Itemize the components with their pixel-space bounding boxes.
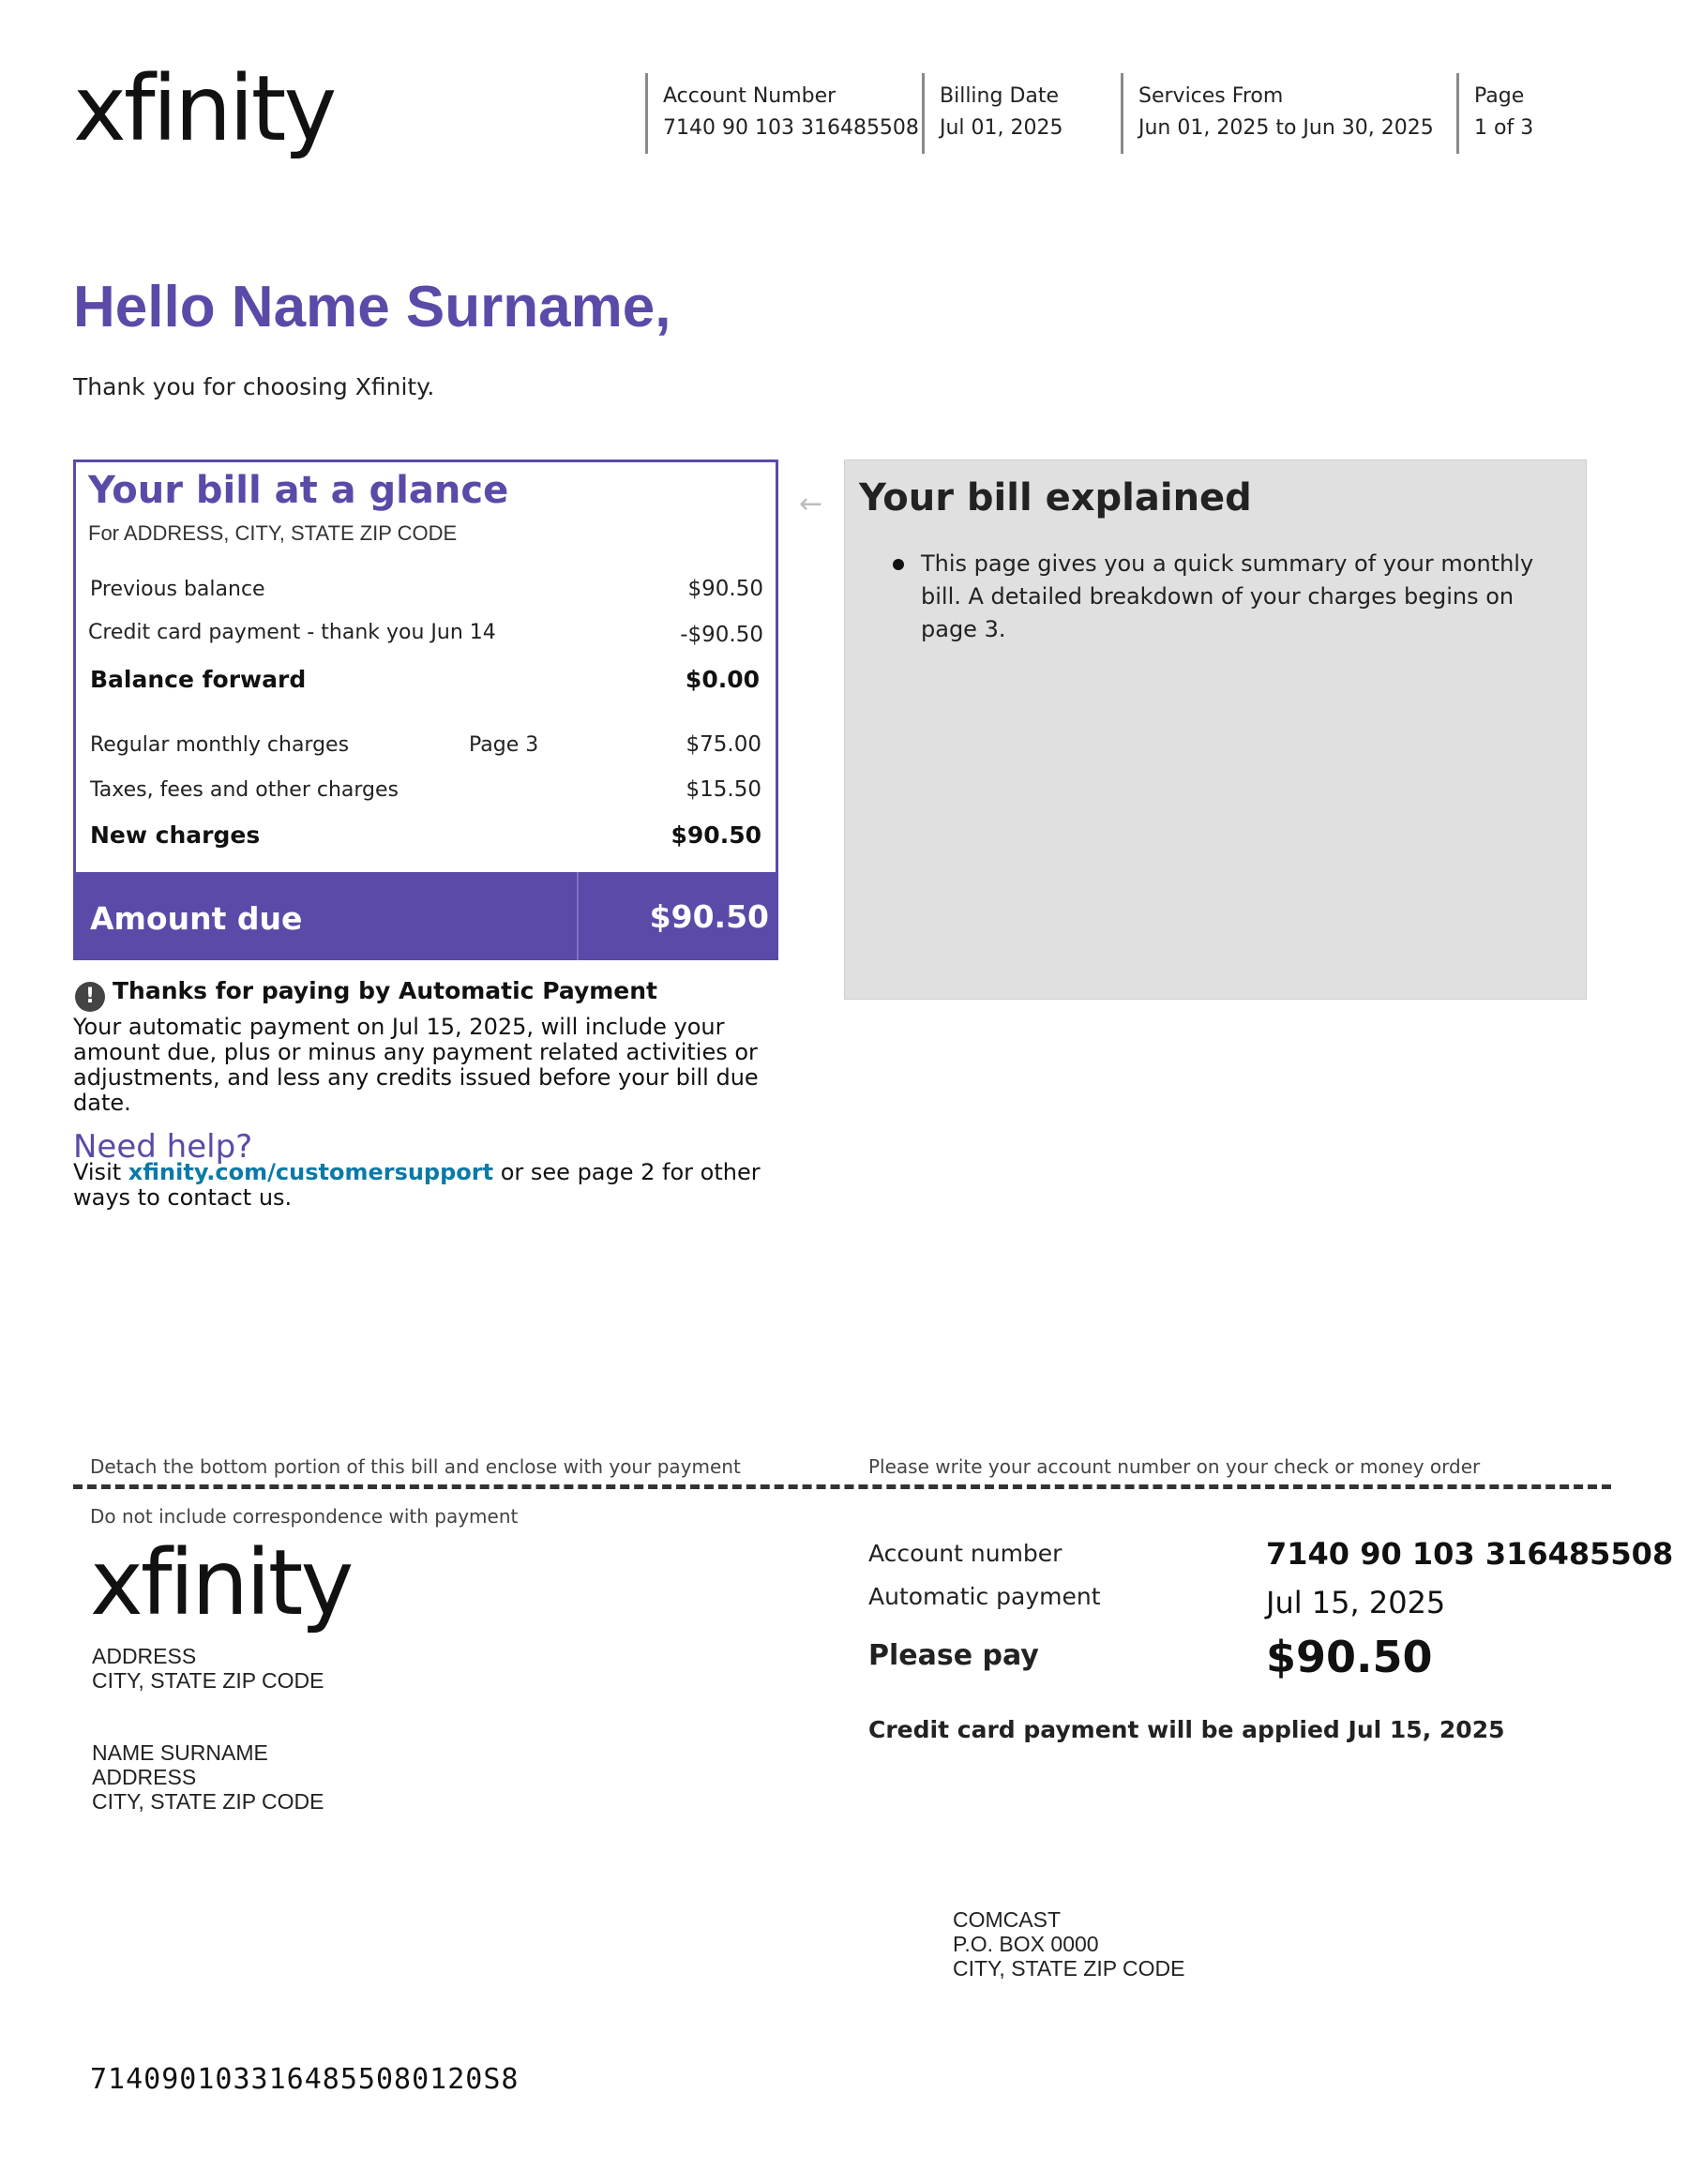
amount-due-value: $90.50 bbox=[649, 898, 769, 935]
write-account-note: Please write your account number on your check or money order bbox=[868, 1455, 1481, 1478]
customer-address bbox=[92, 1740, 324, 1814]
services-from-block bbox=[1121, 73, 1434, 154]
automatic-payment-label: Automatic payment bbox=[868, 1583, 1101, 1610]
sender-address bbox=[92, 1644, 324, 1693]
alert-icon: ! bbox=[75, 982, 105, 1012]
please-pay-label: Please pay bbox=[868, 1639, 1039, 1672]
need-help-title: Need help? bbox=[73, 1128, 253, 1166]
account-number-label: Account Number bbox=[663, 84, 836, 108]
amount-due-divider bbox=[577, 872, 579, 960]
page-block bbox=[1456, 73, 1533, 154]
balance-forward-label: Balance forward bbox=[90, 666, 307, 693]
bullet-icon bbox=[893, 559, 904, 570]
taxes-fees-label: Taxes, fees and other charges bbox=[90, 778, 399, 802]
remit-account-number-value: 7140 90 103 316485508 bbox=[1266, 1536, 1674, 1572]
payee-address-line: P.O. BOX 0000 bbox=[953, 1932, 1099, 1956]
balance-forward-amount: $0.00 bbox=[685, 666, 760, 693]
regular-charges-page-ref: Page 3 bbox=[469, 733, 539, 757]
previous-balance-amount: $90.50 bbox=[687, 577, 763, 601]
amount-due-label: Amount due bbox=[90, 900, 303, 937]
taxes-fees-amount: $15.50 bbox=[686, 777, 761, 802]
arrow-left-icon: ← bbox=[799, 488, 823, 520]
xfinity-logo: xfinity bbox=[73, 56, 335, 161]
credit-card-applied-note: Credit card payment will be applied Jul 15, 2025 bbox=[868, 1716, 1505, 1743]
bill-explained-title: Your bill explained bbox=[859, 476, 1252, 520]
autopay-body: Your automatic payment on Jul 15, 2025, will include your amount due, plus or minus any payment related activities or adjustments, and less any credits issued before your bill due date. bbox=[73, 1014, 759, 1116]
credit-card-payment-amount: -$90.50 bbox=[680, 623, 763, 647]
thank-you-line: Thank you for choosing Xfinity. bbox=[73, 373, 435, 400]
detach-note: Detach the bottom portion of this bill and enclose with your payment bbox=[90, 1455, 741, 1478]
new-charges-label: New charges bbox=[90, 821, 261, 849]
page-value: 1 of 3 bbox=[1474, 116, 1534, 140]
help-prefix: Visit bbox=[73, 1159, 128, 1185]
detach-cut-line bbox=[73, 1484, 1611, 1489]
automatic-payment-date: Jul 15, 2025 bbox=[1266, 1585, 1446, 1620]
sender-address-line: ADDRESS bbox=[92, 1644, 197, 1668]
previous-balance-label: Previous balance bbox=[90, 578, 265, 601]
glance-title: Your bill at a glance bbox=[88, 469, 509, 512]
need-help-body bbox=[73, 1160, 786, 1211]
services-from-value: Jun 01, 2025 to Jun 30, 2025 bbox=[1138, 116, 1434, 140]
new-charges-amount: $90.50 bbox=[671, 821, 761, 849]
xfinity-logo-remittance: xfinity bbox=[90, 1530, 352, 1635]
remit-account-number-label: Account number bbox=[868, 1540, 1063, 1567]
regular-monthly-charges-amount: $75.00 bbox=[686, 732, 761, 757]
no-correspondence-note: Do not include correspondence with payment bbox=[90, 1505, 519, 1528]
please-pay-amount: $90.50 bbox=[1266, 1632, 1433, 1682]
customer-address-line: NAME SURNAME bbox=[92, 1740, 268, 1765]
billing-date-label: Billing Date bbox=[940, 84, 1060, 108]
customer-support-link[interactable]: xfinity.com/customersupport bbox=[128, 1159, 494, 1185]
payee-address-line: CITY, STATE ZIP CODE bbox=[953, 1956, 1185, 1981]
account-number-block bbox=[645, 73, 919, 154]
scan-line-number: 7140901033164855080120S8 bbox=[90, 2063, 520, 2096]
billing-date-value: Jul 01, 2025 bbox=[940, 116, 1063, 140]
billing-date-block bbox=[922, 73, 1063, 154]
account-number-value: 7140 90 103 316485508 bbox=[663, 116, 919, 140]
customer-address-line: ADDRESS bbox=[92, 1765, 197, 1789]
payee-address-line: COMCAST bbox=[953, 1907, 1061, 1932]
payee-address bbox=[953, 1907, 1185, 1981]
services-from-label: Services From bbox=[1138, 84, 1284, 108]
customer-address-line: CITY, STATE ZIP CODE bbox=[92, 1789, 324, 1814]
page-label: Page bbox=[1474, 84, 1525, 108]
sender-address-line: CITY, STATE ZIP CODE bbox=[92, 1668, 324, 1693]
bill-explained-panel bbox=[844, 459, 1587, 1000]
help-suffix: or see page 2 for other ways to contact us. bbox=[73, 1159, 761, 1211]
autopay-title: Thanks for paying by Automatic Payment bbox=[113, 977, 658, 1004]
greeting: Hello Name Surname, bbox=[73, 275, 671, 339]
bill-explained-text: This page gives you a quick summary of your monthly bill. A detailed breakdown of your charges begins on page 3. bbox=[921, 550, 1534, 642]
credit-card-payment-label: Credit card payment - thank you Jun 14 bbox=[88, 621, 496, 644]
regular-monthly-charges-label: Regular monthly charges bbox=[90, 733, 350, 757]
glance-service-address: For ADDRESS, CITY, STATE ZIP CODE bbox=[88, 521, 458, 545]
